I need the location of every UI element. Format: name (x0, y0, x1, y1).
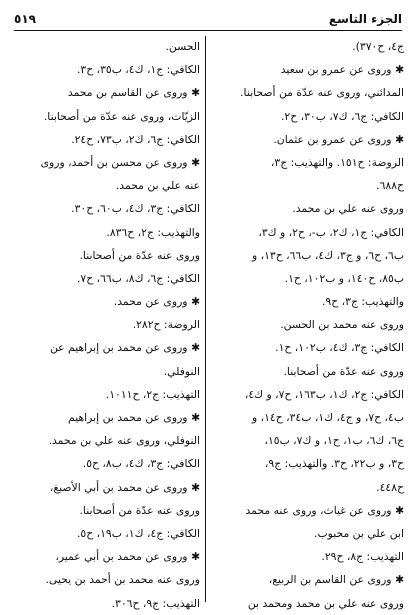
column-divider (205, 36, 206, 602)
header-title: الجزء التاسع (328, 12, 402, 26)
text-line: ✱ وروى عن محمد بن إبراهيم (68, 411, 200, 424)
text-line: ✱ وروى عن محمد بن أبي عمير، (55, 550, 200, 564)
text-line: ✱ وروى عن محسن بن أحمد، وروى (40, 155, 200, 169)
text-line: الكافي: ج٣، ك٤، ب١٠٢، ح١. (275, 341, 404, 355)
text-line: ج٤، ح٣٧٠). (352, 40, 404, 53)
text-line: ح٦٨٨. (376, 179, 404, 193)
text-line: ✱ وروى عن محمد. (113, 295, 200, 309)
text-line: ✱ وروى عن عمرو بن عثمان. (273, 132, 404, 146)
text-line: التهذيب: ج٢، ح١٠١١. (105, 387, 200, 401)
text-line: ج٦، ك٦، ب١، ح١، و ك٧، ب١٥، (264, 434, 404, 448)
left-column (14, 35, 200, 615)
text-line: الكافي: ج٦، ك٢، ب٧٣، ح٢٤. (71, 132, 200, 146)
running-header (14, 8, 402, 30)
text-line: وروى عنه علي بن محمد. (292, 202, 404, 216)
text-line: ✱ وروى عن القاسم بن محمد (67, 86, 200, 100)
text-line: الكافي: ج٤، ك١، ب١٩، ح٥. (76, 526, 200, 540)
text-line: وروى عنه محمد بن أحمد بن يحيى. (45, 573, 200, 587)
text-line: الكافي: ج٣، ك٤، ب٦٠، ح٣٠. (71, 202, 200, 216)
text-line: ب٦، ح٦، و ج٣، ك٤، ب٦٦، ح١٣، و (251, 248, 404, 262)
text-line: والتهذيب: ج٢، ح٨٣٦. (106, 225, 200, 239)
text-line: وروى عنه عدّة من أصحابنا. (79, 503, 200, 517)
text-line: وروى عنه عدّة من أصحابنا. (283, 364, 404, 378)
text-line: ✱ وروى عن عمرو بن سعيد (280, 63, 404, 77)
text-line: الكافي: ج١، ك٤، ب٣٥، ح٣. (76, 63, 200, 77)
text-line: ابن علي بن محبوب. (314, 526, 404, 540)
text-line: الكافي: ج٢، ك١، ب١٦٣، ح٧، و ك٤، (244, 387, 404, 401)
text-line: التهذيب: ج٩، ح٣٠٦. (111, 596, 200, 610)
text-line: النوفلي، وروى عنه علي بن محمد. (48, 434, 200, 448)
text-line: المدائني، وروى عنه عدّة من أصحابنا. (240, 86, 404, 100)
text-line: ✱ وروى عن محمد بن أبي الأصبغ، (49, 480, 200, 494)
text-line: عنه علي بن محمد. (115, 179, 200, 193)
text-line: ح٤٤٨. (376, 480, 404, 494)
text-line: الحسن. (165, 40, 200, 53)
text-line: الكافي: ج١، ك٢، ب-، ح٢، و ك٣، (258, 225, 404, 239)
text-line: الكافي: ج٣، ك٤، ب٨، ح٥. (82, 457, 200, 471)
right-column (216, 35, 404, 615)
text-line: ب٨٥، ح١٤٠، و ب١٠٢، ح١. (284, 271, 404, 285)
text-line: الكافي: ج٦، ك٧، ب٣٠، ح٢. (280, 109, 404, 123)
text-line: الزيّات، وروى عنه عدّة من أصحابنا. (43, 109, 200, 123)
text-line: وروى عنه علي بن محمد ومحمد بن (247, 596, 404, 610)
header-rule (14, 30, 402, 31)
text-line: والتهذيب: ج٣، ح٩. (321, 295, 404, 309)
text-line: التهذيب: ج٨، ح٢٩. (321, 550, 404, 564)
text-line: ح٣، و ب٢٢، ح٣. والتهذيب: ج٩، (264, 457, 404, 471)
text-line: ✱ وروى عن غياث، وروى عنه محمد (245, 503, 404, 517)
page-number: ٥١٩ (14, 12, 36, 26)
text-line: وروى عنه عدّة من أصحابنا. (79, 248, 200, 262)
text-line: ✱ وروى عن القاسم بن الربيع، (268, 573, 404, 587)
text-line: وروى عنه محمد بن الحسن. (280, 318, 404, 332)
text-line: الكافي: ج٦، ك٨، ب٦٦، ح٧. (76, 271, 200, 285)
text-line: ✱ وروى عن محمد بن إبراهيم عن (49, 341, 200, 355)
text-line: الروضة: ح٢٨٢. (132, 318, 200, 332)
text-line: الروضة: ح١٥١. والتهذيب: ج٣، (270, 155, 404, 169)
text-line: النوفلي. (163, 364, 200, 378)
text-line: ب٤، ح٧، و ج٤، ك١، ب٣٤، ح١٤، و (251, 411, 404, 424)
